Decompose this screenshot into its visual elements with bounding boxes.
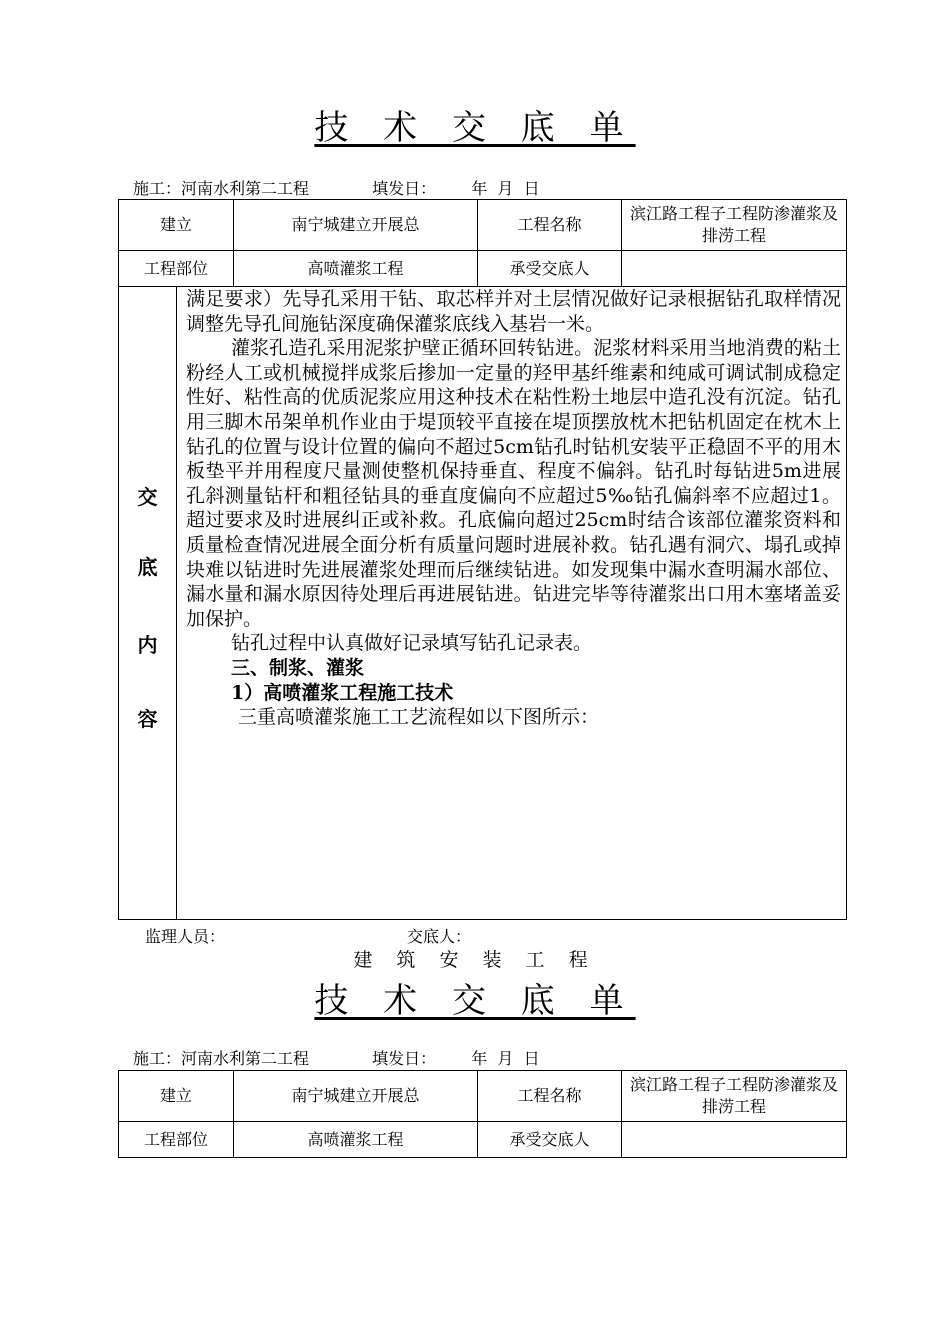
sheet1-info-line [133,176,540,199]
cell-receiver-value [622,1122,847,1158]
content-body [186,287,841,730]
side-char-1: 交 [137,485,158,509]
cell-project-part-label: 工程部位 [119,251,234,287]
cell-project-part-value: 高喷灌浆工程 [234,251,478,287]
cell-construct-value: 南宁城建立开展总 [234,1071,478,1122]
sheet2-title: 技 术 交 底 单 [314,981,636,1021]
handover-label: 交底人： [407,927,472,946]
fill-date-label: 填发日： [372,179,437,198]
side-char-3: 内 [137,633,158,657]
subsection-heading: 1）高喷灌浆工程施工技术 [231,681,454,704]
construction-label: 施工：河南水利第二工程 [133,1049,310,1068]
date-parts: 年 月 日 [471,179,540,198]
cell-receiver-label: 承受交底人 [478,1122,622,1158]
cell-project-part-value: 高喷灌浆工程 [234,1122,478,1158]
cell-project-name-value: 滨江路工程子工程防渗灌浆及排涝工程 [622,200,847,251]
cell-project-name-label: 工程名称 [478,1071,622,1122]
construction-label: 施工：河南水利第二工程 [133,179,310,198]
cell-construct-label: 建立 [119,1071,234,1122]
cell-construct-value: 南宁城建立开展总 [234,200,478,251]
side-char-4: 容 [137,707,158,731]
date-parts: 年 月 日 [471,1049,540,1068]
cell-project-part-label: 工程部位 [119,1122,234,1158]
sheet2-info-line [133,1046,540,1069]
sheet1-content-box [118,287,847,920]
content-side-column [119,287,177,919]
cell-receiver-label: 承受交底人 [478,251,622,287]
paragraph-flow-intro: 三重高喷灌浆施工工艺流程如以下图所示： [238,706,600,729]
sheet1-title: 技 术 交 底 单 [314,108,636,148]
cell-project-name-label: 工程名称 [478,200,622,251]
paragraph-1: 满足要求）先导孔采用干钻、取芯样并对土层情况做好记录根据钻孔取样情况调整先导孔间施钻深度确保灌浆底线入基岩一米。 [186,288,841,335]
fill-date-label: 填发日： [372,1049,437,1068]
paragraph-3: 钻孔过程中认真做好记录填写钻孔记录表。 [231,632,593,655]
paragraph-2: 灌浆孔造孔采用泥浆护壁正循环回转钻进。泥浆材料采用当地消费的粘土粉经人工或机械搅拌成浆后掺加一定量的羟甲基纤维素和纯咸可调试制成稳定性好、粘性高的优质泥浆应用这种技术在粘性粉土地层中造孔没有沉淀。钻孔用三脚木吊架单机作业由于堤顶较平直接在堤顶摆放枕木把钻机固定在枕木上钻孔的位置与设计位置的偏向不超过5cm钻孔时钻机安装平正稳固不平的用木板垫平并用程度尺量测使整机保持垂直、程度不偏斜。钻孔时每钻进5m进展孔斜测量钻杆和粗径钻具的垂直度偏向不应超过5‰钻孔偏斜率不应超过1。超过要求及时进展纠正或补救。孔底偏向超过25cm时结合该部位灌浆资料和质量检查情况进展全面分析有质量问题时进展补救。钻孔遇有洞穴、塌孔或掉块难以钻进时先进展灌浆处理而后继续钻进。如发现集中漏水查明漏水部位、漏水量和漏水原因待处理后再进展钻进。钻进完毕等待灌浆出口用木塞堵盖妥加保护。 [186,337,841,630]
sheet1-header-table [118,199,847,287]
cell-project-name-value: 滨江路工程子工程防渗灌浆及排涝工程 [622,1071,847,1122]
side-char-2: 底 [137,555,158,579]
supervisor-label: 监理人员： [145,927,226,946]
cell-receiver-value [622,251,847,287]
company-label: 建 筑 安 装 工 程 [353,949,597,971]
cell-construct-label: 建立 [119,200,234,251]
section-heading: 三、制浆、灌浆 [231,656,365,679]
sheet2-header-table [118,1070,847,1158]
